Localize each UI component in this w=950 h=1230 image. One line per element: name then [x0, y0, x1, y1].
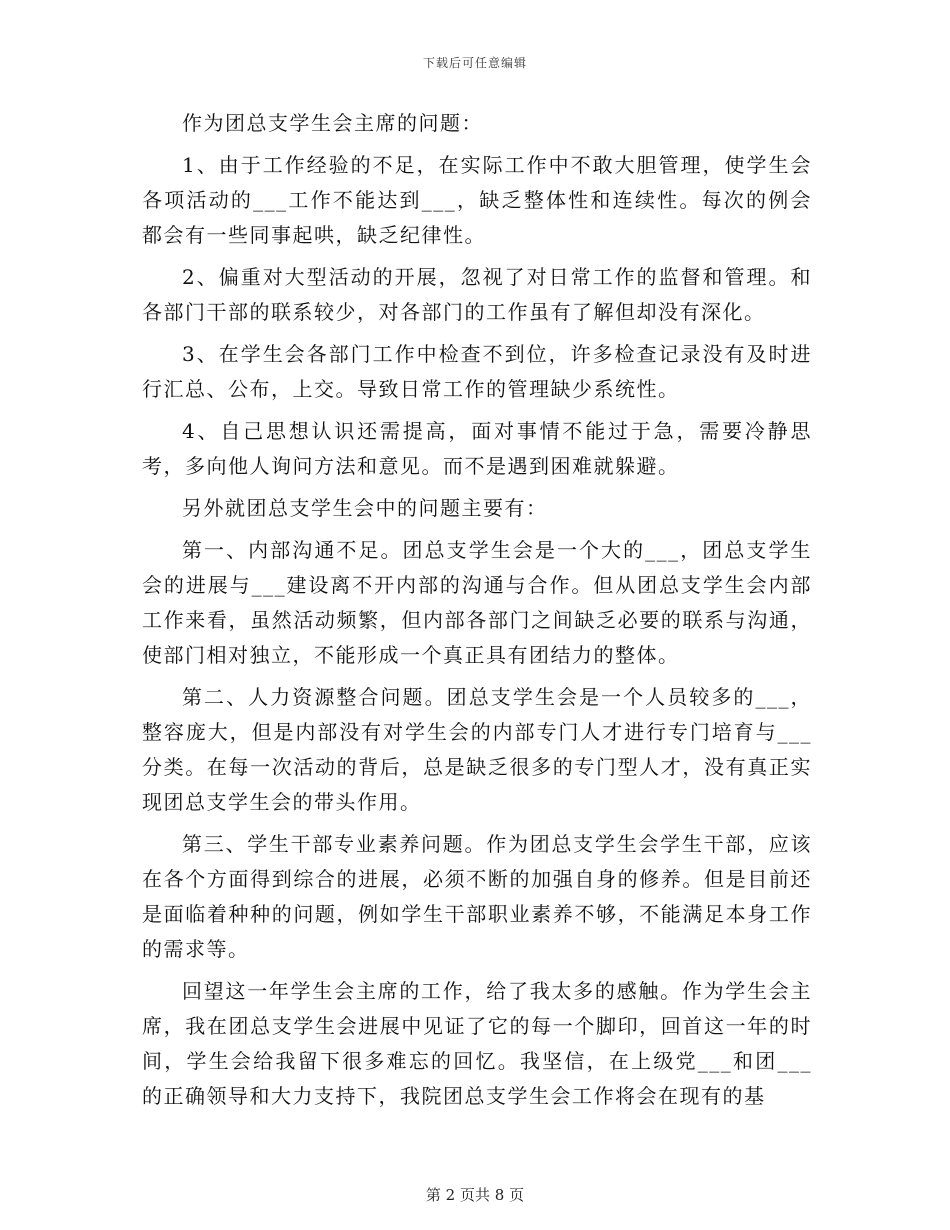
paragraph-item-4: 4、自己思想认识还需提高，面对事情不能过于急，需要冷静思考，多向他人询问方法和意见。而不是遇到困难就躲避。	[142, 419, 812, 478]
paragraph-issue-first: 第一、内部沟通不足。团总支学生会是一个大的___，团总支学生会的进展与___建设离不开内部的沟通与合作。但从团总支学生会内部工作来看，虽然活动频繁，但内部各部门之间缺乏必要的联系与沟通，使部门相对独立，不能形成一个真正具有团结力的整体。	[142, 538, 812, 667]
document-body	[142, 106, 812, 1121]
paragraph-item-2: 2、偏重对大型活动的开展，忽视了对日常工作的监督和管理。和各部门干部的联系较少，对各部门的工作虽有了解但却没有深化。	[142, 265, 812, 324]
paragraph-issue-second: 第二、人力资源整合问题。团总支学生会是一个人员较多的___，整容庞大，但是内部没有对学生会的内部专门人才进行专门培育与___分类。在每一次活动的背后，总是缺乏很多的专门型人才，没有真正实现团总支学生会的带头作用。	[142, 685, 812, 814]
page-footer: 第 2 页共 8 页	[425, 1186, 525, 1204]
paragraph-other-issues: 另外就团总支学生会中的问题主要有：	[182, 496, 548, 520]
paragraph-review: 回望这一年学生会主席的工作，给了我太多的感触。作为学生会主席，我在团总支学生会进展中见证了它的每一个脚印，回首这一年的时间，学生会给我留下很多难忘的回忆。我坚信，在上级党___和团___的正确领导和大力支持下，我院团总支学生会工作将会在现有的基	[142, 979, 812, 1108]
page-header: 下载后可任意编辑	[422, 56, 527, 70]
paragraph-item-3: 3、在学生会各部门工作中检查不到位，许多检查记录没有及时进行汇总、公布，上交。导致日常工作的管理缺少系统性。	[142, 342, 812, 401]
paragraph-issue-third: 第三、学生干部专业素养问题。作为团总支学生会学生干部，应该在各个方面得到综合的进展，必须不断的加强自身的修养。但是目前还是面临着种种的问题，例如学生干部职业素养不够，不能满足本身工作的需求等。	[142, 832, 812, 961]
paragraph-intro: 作为团总支学生会主席的问题：	[182, 111, 483, 135]
paragraph-item-1: 1、由于工作经验的不足，在实际工作中不敢大胆管理，使学生会各项活动的___工作不能达到___，缺乏整体性和连续性。每次的例会都会有一些同事起哄，缺乏纪律性。	[142, 153, 812, 247]
